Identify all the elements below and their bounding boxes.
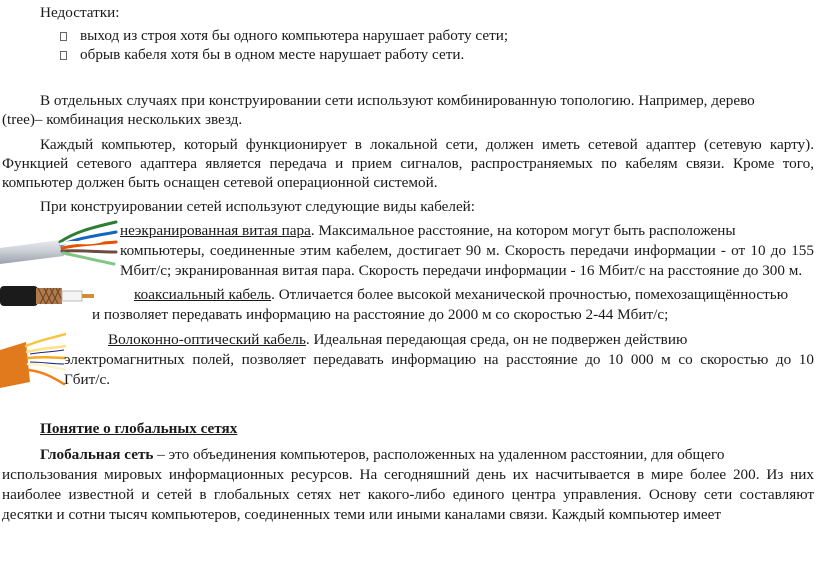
checkbox-bullet-icon bbox=[60, 51, 67, 60]
fiber-line-2: электромагнитных полей, позволяет передавать информацию на расстояние до 10 000 м со скоростью до 10 bbox=[64, 351, 814, 368]
disadvantage-item-1: выход из строя хотя бы одного компьютера нарушает работу сети; bbox=[80, 27, 509, 44]
global-networks-line-3: наиболее известной и сетей в глобальных сетях нет какого-либо единого центра управления. Основу сети составляют bbox=[2, 486, 814, 503]
disadvantages-heading: Недостатки: bbox=[40, 4, 120, 21]
global-networks-line-4: десятки и сотни тысяч компьютеров, соединенных теми или иными каналами связи. Каждый компьютер имеет bbox=[2, 506, 722, 523]
adapter-paragraph-line-2: Функцией сетевого адаптера является передача и прием сигналов, распространяемых по кабелям связи. Кроме того, bbox=[2, 155, 814, 172]
twisted-pair-line-3: Мбит/с; экранированная витая пара. Скорость передачи информации - 16 Мбит/с на расстояние до 300 м. bbox=[120, 262, 803, 279]
adapter-paragraph-line-1: Каждый компьютер, который функционирует в локальной сети, должен иметь сетевой адаптер (сетевую карту). bbox=[40, 136, 814, 153]
fiber-line-1-text: . Идеальная передающая среда, он не подвержен действию bbox=[305, 331, 688, 348]
global-network-term: Глобальная сеть bbox=[40, 446, 154, 463]
coaxial-cable-image bbox=[0, 284, 94, 308]
global-networks-line-1 bbox=[40, 446, 724, 464]
twisted-pair-term: неэкранированная витая пара bbox=[120, 222, 311, 239]
adapter-paragraph-line-3: компьютер должен быть оснащен сетевой операционной системой. bbox=[2, 174, 438, 191]
topology-paragraph-line-2: (tree)– комбинация нескольких звезд. bbox=[2, 111, 243, 128]
global-networks-line-2: использования мировых информационных ресурсов. На сегодняшний день их насчитывается в мире более 200. Из них bbox=[2, 466, 814, 483]
global-networks-heading: Понятие о глобальных сетях bbox=[40, 420, 238, 437]
fiber-line-3: Гбит/с. bbox=[64, 371, 111, 388]
fiber-line-1 bbox=[108, 331, 687, 349]
checkbox-bullet-icon bbox=[60, 32, 67, 41]
fiber-term: Волоконно-оптический кабель bbox=[108, 331, 306, 348]
fiber-optic-cable-image bbox=[0, 330, 66, 388]
coaxial-line-1-text: . Отличается более высокой механической прочностью, помехозащищённостью bbox=[271, 286, 789, 303]
cables-intro: При конструировании сетей используют следующие виды кабелей: bbox=[40, 198, 476, 215]
twisted-pair-line-1-text: . Максимальное расстояние, на котором могут быть расположены bbox=[310, 222, 736, 239]
topology-paragraph-line-1: В отдельных случаях при конструировании сети используют комбинированную топологию. Например, дерево bbox=[40, 92, 755, 109]
twisted-pair-cable-image bbox=[0, 218, 118, 270]
coaxial-line-2: и позволяет передавать информацию на расстояние до 2000 м со скоростью 2-44 Мбит/с; bbox=[92, 306, 669, 323]
disadvantage-item-2: обрыв кабеля хотя бы в одном месте нарушает работу сети. bbox=[80, 46, 465, 63]
coaxial-term: коаксиальный кабель bbox=[134, 286, 272, 303]
coaxial-line-1 bbox=[134, 286, 788, 304]
twisted-pair-line-1 bbox=[120, 222, 736, 240]
twisted-pair-line-2: компьютеры, соединенные этим кабелем, достигает 90 м. Скорость передачи информации - от 10 до 155 bbox=[120, 242, 814, 259]
global-networks-line-1-text: – это объединения компьютеров, расположенных на удаленном расстоянии, для общего bbox=[153, 446, 725, 463]
